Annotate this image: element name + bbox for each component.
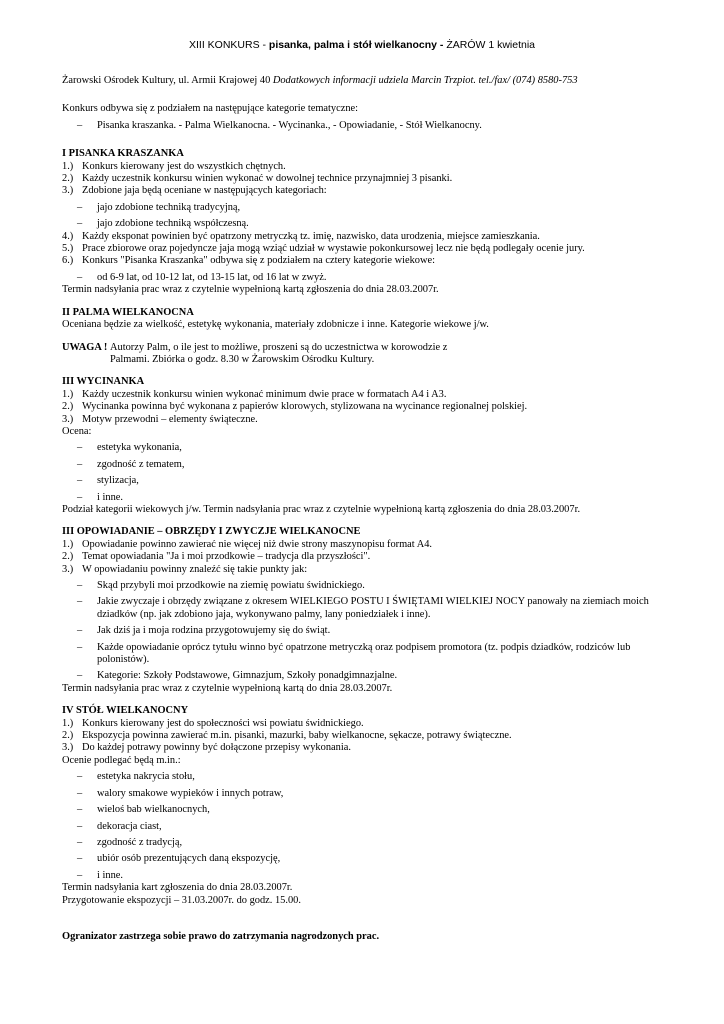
palma-description: Oceniana będzie za wielkość, estetykę wykonania, materiały zdobnicze i inne. Kategorie wiekowe j/w. — [62, 319, 489, 331]
sub-list-item: – jajo zdobione techniką współczesną. — [77, 218, 249, 230]
list-item: 1.) Konkurs kierowany jest do wszystkich chętnych. — [62, 160, 286, 172]
story-point: – Kategorie: Szkoły Podstawowe, Gimnazjum, Szkoły ponadgimnazjalne. — [77, 670, 398, 682]
contact-info: Dodatkowych informacji udziela Marcin Trzpiot. tel./fax/ (074) 8580-753 — [272, 75, 578, 86]
list-item: 5.) Prace zbiorowe oraz pojedyncze jaja mogą wziąć udział w wystawie pokonkursowej lecz nie będą podlegały ocenie jury. — [62, 243, 585, 255]
list-item: 1.) Konkurs kierowany jest do społeczności wsi powiatu świdnickiego. — [62, 717, 364, 729]
list-item: 3.) W opowiadaniu powinny znaleźć się takie punkty jak: — [62, 563, 308, 575]
list-item: 1.) Opowiadanie powinno zawierać nie więcej niż dwie strony maszynopisu format A4. — [62, 538, 433, 550]
title-prefix: XIII KONKURS - — [188, 39, 269, 51]
wycinanka-deadline: Podział kategorii wiekowych j/w. Termin nadsyłania prac wraz z czytelnie wypełnioną kartą zgłoszenia do dnia 28.03.2007r. — [62, 503, 581, 515]
ocena-item: – zgodność z tradycją, — [77, 836, 183, 848]
page-title — [0, 39, 724, 51]
ocena-item: – walory smakowe wypieków i innych potraw, — [77, 787, 284, 799]
stol-deadline-1: Termin nadsyłania kart zgłoszenia do dnia 28.03.2007r. — [62, 882, 293, 894]
list-item: 2.) Ekspozycja powinna zawierać m.in. pisanki, mazurki, baby wielkanocne, sękacze, potrawy świąteczne. — [62, 730, 512, 742]
list-item: 2.) Temat opowiadania "Ja i moi przodkowie – tradycja dla przyszłości". — [62, 551, 371, 563]
organizer-line — [62, 75, 682, 87]
section-heading-palma: II PALMA WIELKANOCNA — [62, 306, 194, 318]
uwaga-note — [62, 342, 682, 367]
story-point: – Jak dziś ja i moja rodzina przygotowujemy się do świąt. — [77, 625, 331, 637]
ocena-item: – i inne. — [77, 869, 123, 881]
list-item: 4.) Każdy eksponat powinien być opatrzony metryczką tz. imię, nazwisko, data urodzenia, miejsce zamieszkania. — [62, 230, 540, 242]
ocena-item: – i inne. — [77, 491, 123, 503]
title-suffix: ŻARÓW 1 kwietnia — [446, 39, 536, 51]
section-heading-pisanka: I PISANKA KRASZANKA — [62, 148, 184, 160]
stol-deadline-2: Przygotowanie ekspozycji – 31.03.2007r. do godz. 15.00. — [62, 894, 301, 906]
uwaga-label: UWAGA ! — [62, 341, 108, 353]
list-item: 3.) Zdobione jaja będą oceniane w następujących kategoriach: — [62, 185, 327, 197]
title-bold: pisanka, palma i stół wielkanocny - — [268, 39, 447, 51]
list-item: 2.) Wycinanka powinna być wykonana z papierów klorowych, stylizowana na wycinance regionalnej polskiej. — [62, 401, 528, 413]
sub-list-item: – jajo zdobione techniką tradycyjną, — [77, 201, 241, 213]
ocena-item: – estetyka nakrycia stołu, — [77, 771, 195, 783]
categories-intro: Konkurs odbywa się z podziałem na następujące kategorie tematyczne: — [62, 103, 359, 115]
organizer-note: Ogranizator zastrzega sobie prawo do zatrzymania nagrodzonych prac. — [62, 930, 380, 942]
ocena-item: – dekoracja ciast, — [77, 820, 162, 832]
section-heading-opowiadanie: III OPOWIADANIE – OBRZĘDY I ZWYCZJE WIELKANOCNE — [62, 526, 361, 538]
ocena-item: – wieloś bab wielkanocnych, — [77, 804, 210, 816]
pisanka-items — [62, 161, 682, 285]
ocena-item: – stylizacja, — [77, 475, 139, 487]
ocena-item: – zgodność z tematem, — [77, 458, 185, 470]
document-content — [62, 75, 682, 943]
story-point: – Jakie zwyczaje i obrzędy związane z okresem WIELKIEGO POSTU I ŚWIĘTAMI WIELKIEJ NOCY panowały na ziemiach moich dziadków (np. jak zdobiono jaja, wykonywano palmy, lany poniedziałek i inne). — [77, 596, 649, 620]
list-item: 3.) Do każdej potrawy powinny być dołączone przepisy wykonania. — [62, 742, 351, 754]
list-item: 3.) Motyw przewodni – elementy świąteczne. — [62, 413, 258, 425]
age-categories-item: – od 6-9 lat, od 10-12 lat, od 13-15 lat, od 16 lat w zwyż. — [77, 271, 327, 283]
section-heading-wycinanka: III WYCINANKA — [62, 376, 145, 388]
section-heading-stol: IV STÓŁ WIELKANOCNY — [62, 705, 189, 717]
pisanka-deadline: Termin nadsyłania prac wraz z czytelnie wypełnioną kartą zgłoszenia do dnia 28.03.2007r. — [62, 284, 439, 296]
list-item: 2.) Każdy uczestnik konkursu winien wykonać w dowolnej technice przynajmniej 3 pisanki. — [62, 173, 453, 185]
ocena-label: Ocenie podlegać będą m.in.: — [62, 754, 181, 766]
ocena-item: – estetyka wykonania, — [77, 442, 182, 454]
categories-list-item: – Pisanka kraszanka. - Palma Wielkanocna. - Wycinanka., - Opowiadanie, - Stół Wielkanocny. — [77, 119, 482, 131]
list-item: 1.) Każdy uczestnik konkursu winien wykonać minimum dwie prace w formatach A4 i A3. — [62, 388, 447, 400]
ocena-item: – ubiór osób prezentujących daną ekspozycję, — [77, 853, 281, 865]
list-item: 6.) Konkurs "Pisanka Kraszanka" odbywa się z podziałem na cztery kategorie wiekowe: — [62, 255, 435, 267]
story-point: – Każde opowiadanie oprócz tytułu winno być opatrzone metryczką oraz podpisem promotora (tz. podpis dziadków, rodziców lub polonistów). — [77, 641, 631, 666]
uwaga-text: Autorzy Palm, o ile jest to możliwe, proszeni są do uczestnictwa w korowodzie z Palmami. Zbiórka o godz. 8.30 w Żarowskim Ośrodku Kultury. — [110, 341, 448, 365]
ocena-label: Ocena: — [62, 425, 92, 437]
story-point: – Skąd przybyli moi przodkowie na ziemię powiatu świdnickiego. — [77, 580, 365, 591]
opowiadanie-deadline: Termin nadsyłania prac wraz z czytelnie wypełnioną kartą do dnia 28.03.2007r. — [62, 682, 393, 694]
organizer-address: Żarowski Ośrodek Kultury, ul. Armii Krajowej 40 — [62, 75, 273, 86]
